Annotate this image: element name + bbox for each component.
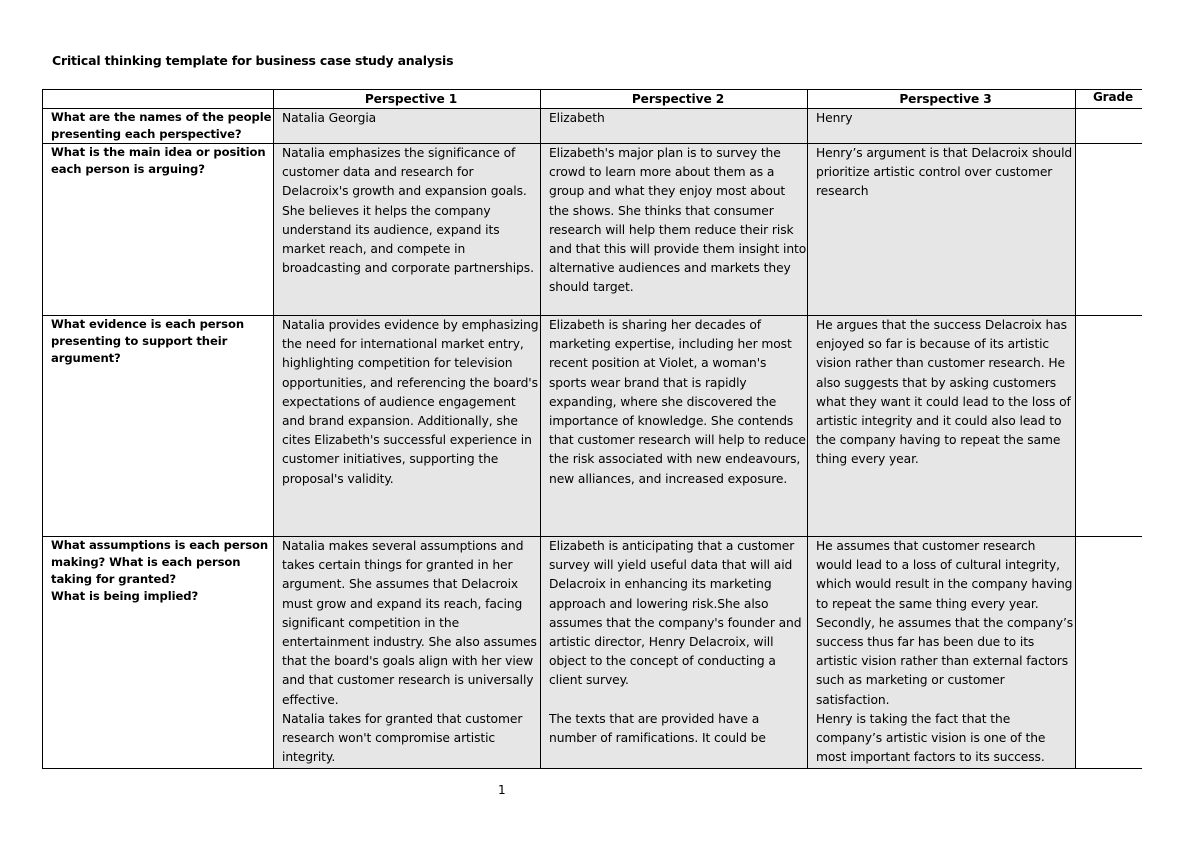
paragraph-gap xyxy=(549,691,807,710)
analysis-table-container xyxy=(42,89,1142,769)
row-label-assumptions-part2: What is being implied? xyxy=(51,589,199,603)
cell-perspective-3 xyxy=(808,537,1076,769)
cell-text: Natalia takes for granted that customer research won't compromise artistic integrity. xyxy=(282,711,523,765)
cell-perspective-2: Elizabeth is sharing her decades of marketing expertise, including her most recent position at Violet, a woman's sports wear brand that is rapidly expanding, where she discovered the importance of knowledge. She contends that customer research will help to reduce the risk associated with new endeavours, new alliances, and increased exposure. xyxy=(541,316,808,537)
table-row xyxy=(43,109,1143,144)
table-row xyxy=(43,537,1143,769)
cell-perspective-2: Elizabeth xyxy=(541,109,808,144)
cell-text: The texts that are provided have a number of ramifications. It could be xyxy=(549,711,766,745)
cell-perspective-2: Elizabeth's major plan is to survey the crowd to learn more about them as a group and what they enjoy most about the shows. She thinks that consumer research will help them reduce their risk and that this will provide them insight into alternative audiences and markets they should target. xyxy=(541,144,808,316)
cell-text: Elizabeth is anticipating that a customer survey will yield useful data that will aid Delacroix in enhancing its marketing approach and lowering risk.She also assumes that the company's founder and artistic director, Henry Delacroix, will object to the concept of conducting a client survey. xyxy=(549,539,802,688)
cell-perspective-1 xyxy=(274,537,541,769)
row-label-names: What are the names of the people presenting each perspective? xyxy=(43,109,274,144)
table-row xyxy=(43,144,1143,316)
row-label-main-idea: What is the main idea or position each person is arguing? xyxy=(43,144,274,316)
page-number: 1 xyxy=(498,783,506,797)
row-label-assumptions-part1: What assumptions is each person making? What is each person taking for granted? xyxy=(51,538,269,586)
cell-text: He assumes that customer research would lead to a loss of cultural integrity, which would result in the company having to repeat the same thing every year. Secondly, he assumes that the company’s success thus far has been due to its artistic vision rather than external factors such as marketing or customer satisfaction. xyxy=(816,539,1074,707)
cell-perspective-3: Henry xyxy=(808,109,1076,144)
cell-perspective-1: Natalia Georgia xyxy=(274,109,541,144)
header-perspective-1: Perspective 1 xyxy=(274,90,541,109)
header-perspective-3: Perspective 3 xyxy=(808,90,1076,109)
cell-perspective-1: Natalia provides evidence by emphasizing the need for international market entry, highlighting competition for television opportunities, and referencing the board's expectations of audience engagement and brand expansion. Additionally, she cites Elizabeth's successful experience in customer initiatives, supporting the proposal's validity. xyxy=(274,316,541,537)
cell-grade xyxy=(1076,537,1143,769)
table-row xyxy=(43,316,1143,537)
cell-perspective-2 xyxy=(541,537,808,769)
analysis-table xyxy=(42,89,1142,769)
cell-grade xyxy=(1076,144,1143,316)
header-empty-cell xyxy=(43,90,274,109)
header-row xyxy=(43,90,1143,109)
cell-grade xyxy=(1076,316,1143,537)
cell-perspective-3: He argues that the success Delacroix has enjoyed so far is because of its artistic vision rather than customer research. He also suggests that by asking customers what they want it could lead to the loss of artistic integrity and it could also lead to the company having to repeat the same thing every year. xyxy=(808,316,1076,537)
cell-text: Natalia makes several assumptions and takes certain things for granted in her argument. She assumes that Delacroix must grow and expand its reach, facing significant competition in the entertainment industry. She also assumes that the board's goals align with her view and that customer research is universally effective. xyxy=(282,539,537,707)
cell-text: Henry is taking the fact that the company’s artistic vision is one of the most important factors to its success. xyxy=(816,711,1046,765)
row-label-assumptions xyxy=(43,537,274,769)
header-grade: Grade xyxy=(1076,90,1143,109)
document-title: Critical thinking template for business case study analysis xyxy=(52,53,454,68)
header-perspective-2: Perspective 2 xyxy=(541,90,808,109)
cell-perspective-1: Natalia emphasizes the significance of customer data and research for Delacroix's growth and expansion goals. She believes it helps the company understand its audience, expand its market reach, and compete in broadcasting and corporate partnerships. xyxy=(274,144,541,316)
cell-perspective-3: Henry’s argument is that Delacroix should prioritize artistic control over customer research xyxy=(808,144,1076,316)
row-label-evidence: What evidence is each person presenting to support their argument? xyxy=(43,316,274,537)
cell-grade xyxy=(1076,109,1143,144)
